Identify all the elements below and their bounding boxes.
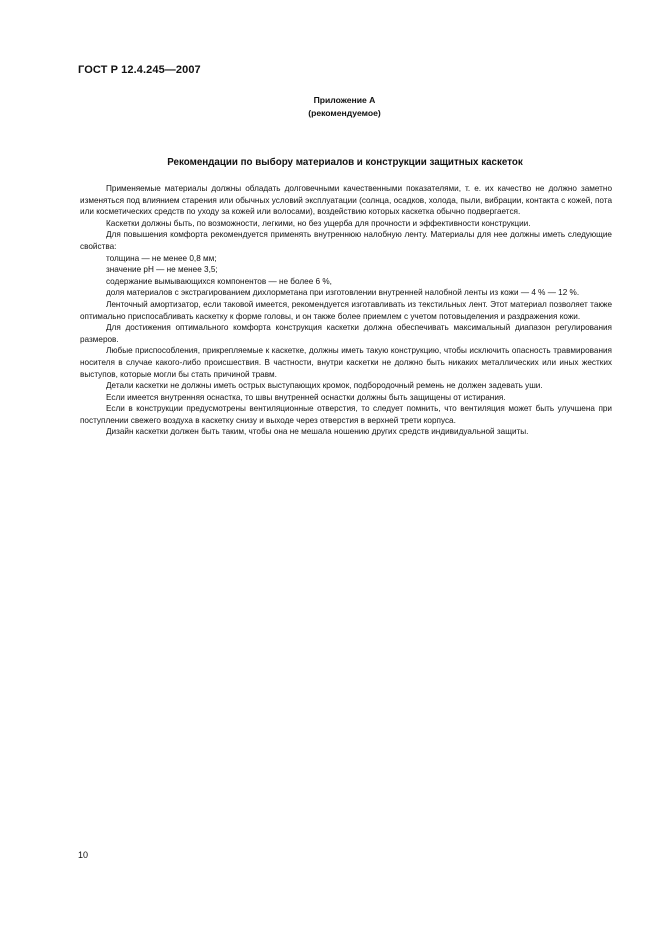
list-item: значение рН — не менее 3,5; <box>106 265 218 275</box>
appendix-status: (рекомендуемое) <box>308 108 381 118</box>
paragraph: Каскетки должны быть, по возможности, легкими, но без ущерба для прочности и эффективности конструкции. <box>106 218 531 228</box>
list-item: доля материалов с экстрагированием дихлорметана при изготовлении внутренней налобной ленты из кожи — 4 % — 12 %. <box>106 288 580 298</box>
page-number: 10 <box>78 850 89 860</box>
paragraph: Ленточный амортизатор, если таковой имеется, рекомендуется изготавливать из текстильных лент. Этот материал позволяет также оптимально приспосабливать каскетку к форме головы, и он также более приемлем с учетом потовыделения и раздражения кожи. <box>80 299 612 321</box>
paragraph: Применяемые материалы должны обладать долговечными качественными показателями, т. е. их качество не должно заметно изменяться под влиянием старения или обычных условий эксплуатации (солнца, осадков, холода, пыли, вибрации, контакта с кожей, пота или косметических средств по уходу за кожей или волосами), воздействию которых каскетка обычно подвергается. <box>80 184 612 217</box>
document-code: ГОСТ Р 12.4.245—2007 <box>78 64 201 76</box>
paragraph: Если имеется внутренняя оснастка, то швы внутренней оснастки должны быть защищены от истирания. <box>106 392 506 402</box>
paragraph: Для повышения комфорта рекомендуется применять внутреннюю налобную ленту. Материалы для нее должны иметь следующие свойства: <box>80 230 612 251</box>
list-item: содержание вымывающихся компонентов — не более 6 %, <box>106 276 332 286</box>
paragraph: Дизайн каскетки должен быть таким, чтобы она не мешала ношению других средств индивидуальной защиты. <box>106 427 529 437</box>
paragraph: Детали каскетки не должны иметь острых выступающих кромок, подбородочный ремень не должен задевать уши. <box>106 381 543 391</box>
appendix-label: Приложение А <box>313 95 376 105</box>
paragraph: Если в конструкции предусмотрены вентиляционные отверстия, то следует помнить, что вентиляция может быть улучшена при поступлении свежего воздуха в каскетку снизу и выходе через отверстия в верхней трети корпуса. <box>80 404 612 425</box>
list-item: толщина — не менее 0,8 мм; <box>106 253 217 263</box>
paragraph: Любые приспособления, прикрепляемые к каскетке, должны иметь такую конструкцию, чтобы исключить опасность травмирования носителя в случае какого-либо происшествия. В частности, внутри каскетки не должно быть никаких металлических или иных жестких выступов, которые могли бы стать причиной травм. <box>80 346 612 379</box>
section-title: Рекомендации по выбору материалов и конструкции защитных каскеток <box>167 157 523 168</box>
body-text <box>80 183 612 438</box>
paragraph: Для достижения оптимального комфорта конструкция каскетки должна обеспечивать максимальный диапазон регулирования размеров. <box>80 323 612 344</box>
appendix-heading <box>0 94 661 120</box>
